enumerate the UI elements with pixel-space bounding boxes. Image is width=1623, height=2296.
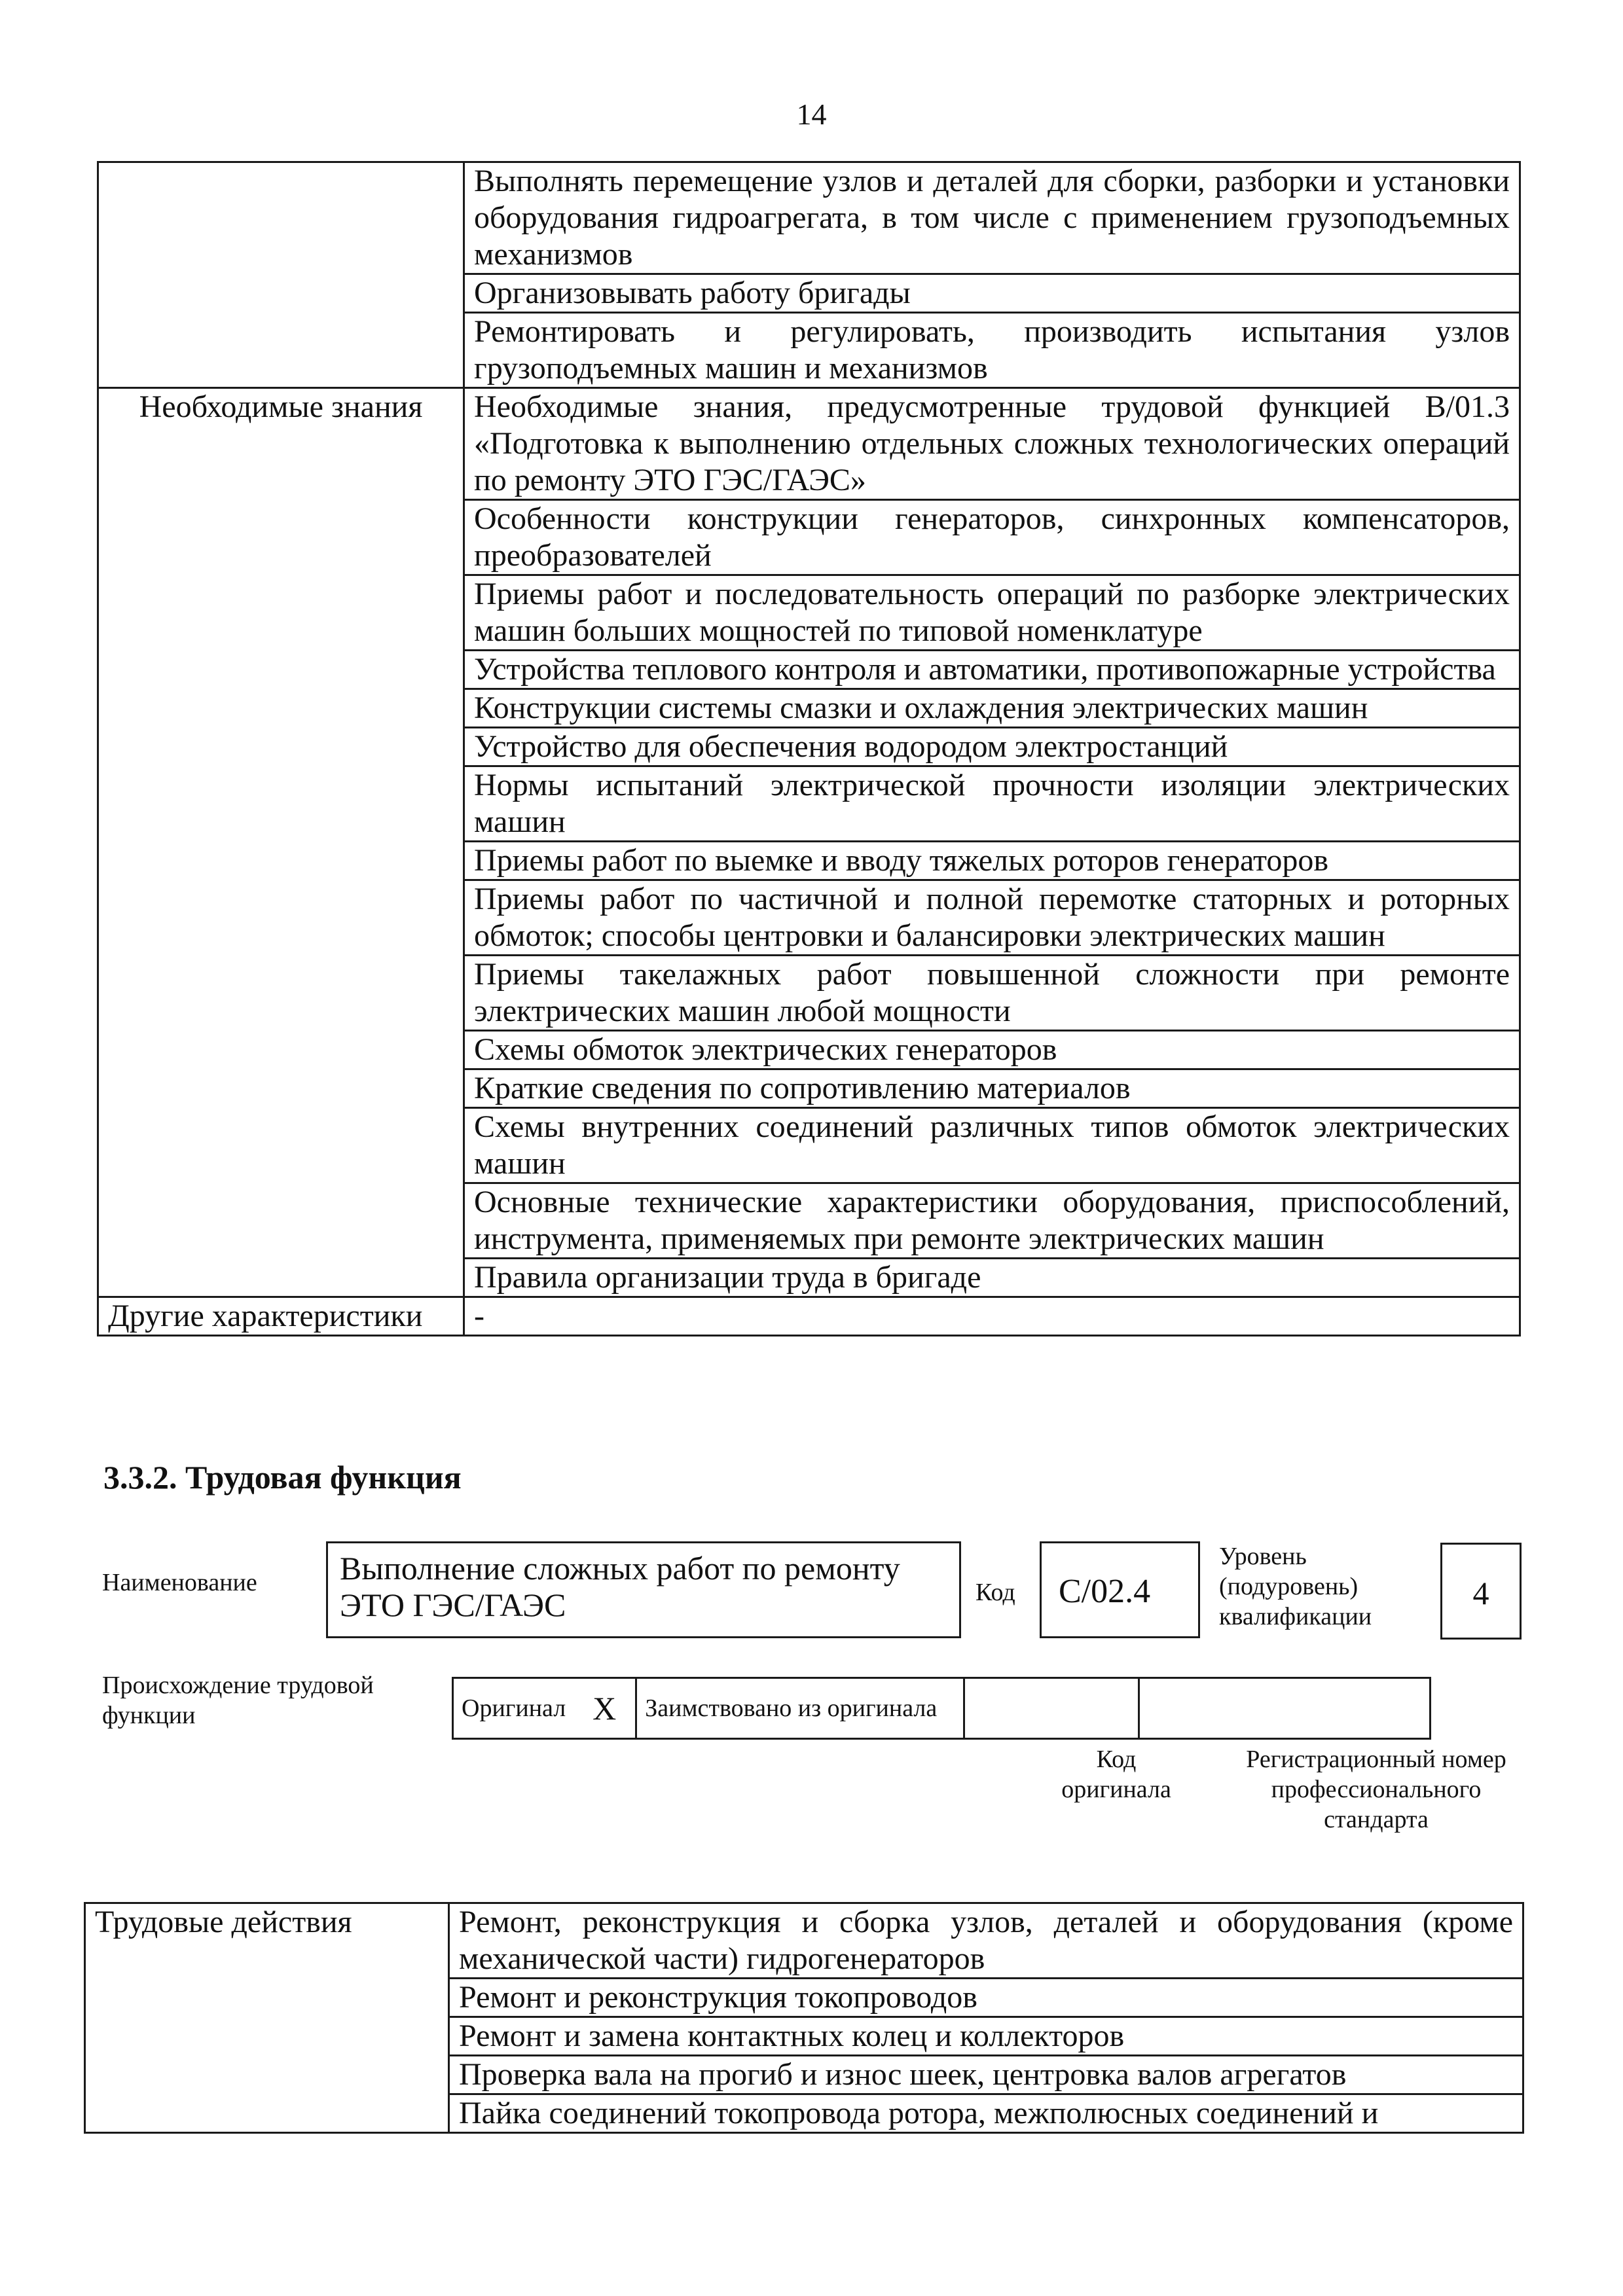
code-original-cell [964, 1678, 1139, 1739]
table-cell: Приемы работ и последовательность операций по разборке электрических машин больших мощностей по типовой номенклатуре [464, 575, 1520, 651]
table-cell: Конструкции системы смазки и охлаждения электрических машин [464, 689, 1520, 728]
table-cell: Нормы испытаний электрической прочности изоляции электрических машин [464, 766, 1520, 842]
table-cell: Правила организации труда в бригаде [464, 1259, 1520, 1297]
table-cell: Проверка вала на прогиб и износ шеек, центровка валов агрегатов [449, 2056, 1523, 2094]
table-cell: Основные технические характеристики оборудования, приспособлений, инструмента, применяемых при ремонте электрических машин [464, 1183, 1520, 1259]
table-cell: Устройство для обеспечения водородом электростанций [464, 728, 1520, 766]
row-label-other: Другие характеристики [98, 1297, 464, 1336]
name-value: Выполнение сложных работ по ремонту ЭТО ГЭС/ГАЭС [326, 1541, 961, 1638]
reg-number-caption: Регистрационный номер профессионального стандарта [1246, 1746, 1506, 1833]
table-cell: Краткие сведения по сопротивлению материалов [464, 1069, 1520, 1108]
code-original-caption: Код оригинала [1061, 1746, 1171, 1803]
table-cell: Устройства теплового контроля и автоматики, противопожарные устройства [464, 651, 1520, 689]
table-cell: Приемы такелажных работ повышенной сложности при ремонте электрических машин любой мощности [464, 956, 1520, 1031]
name-label: Наименование [102, 1569, 257, 1596]
origin-table [452, 1677, 1431, 1740]
table-cell-other: - [464, 1297, 1520, 1336]
table-cell: Схемы обмоток электрических генераторов [464, 1031, 1520, 1069]
table-cell: Необходимые знания, предусмотренные трудовой функцией B/01.3 «Подготовка к выполнению отдельных сложных технологических операций по ремонту ЭТО ГЭС/ГАЭС» [464, 388, 1520, 500]
table-cell: Выполнять перемещение узлов и деталей для сборки, разборки и установки оборудования гидроагрегата, в том числе с применением грузоподъемных механизмов [464, 162, 1520, 274]
original-mark: X [574, 1678, 636, 1739]
level-label: Уровень (подуровень) квалификации [1219, 1543, 1372, 1630]
table-cell: Пайка соединений токопровода ротора, межполюсных соединений и [449, 2094, 1523, 2133]
row-label-knowledge: Необходимые знания [98, 388, 464, 1297]
table-cell: Ремонт, реконструкция и сборка узлов, деталей и оборудования (кроме механической части) гидрогенераторов [449, 1903, 1523, 1979]
table-cell: Ремонтировать и регулировать, производить испытания узлов грузоподъемных машин и механизмов [464, 313, 1520, 388]
level-value: 4 [1440, 1543, 1522, 1640]
table-cell: Приемы работ по частичной и полной перемотке статорных и роторных обмоток; способы центровки и балансировки электрических машин [464, 880, 1520, 956]
row-label-empty [98, 162, 464, 388]
code-label: Код [976, 1579, 1015, 1606]
reg-number-cell [1139, 1678, 1431, 1739]
original-label: Оригинал [453, 1678, 574, 1739]
table-cell: Приемы работ по выемке и вводу тяжелых роторов генераторов [464, 842, 1520, 880]
page-number: 14 [796, 98, 827, 131]
table-cell: Схемы внутренних соединений различных типов обмоток электрических машин [464, 1108, 1520, 1183]
labor-actions-table [84, 1902, 1524, 2134]
table-cell: Особенности конструкции генераторов, синхронных компенсаторов, преобразователей [464, 500, 1520, 575]
row-label-actions: Трудовые действия [85, 1903, 449, 2133]
section-title: 3.3.2. Трудовая функция [103, 1459, 462, 1496]
table-cell: Ремонт и реконструкция токопроводов [449, 1979, 1523, 2017]
skills-knowledge-table [97, 161, 1521, 1336]
code-value: C/02.4 [1040, 1541, 1200, 1638]
table-cell: Организовывать работу бригады [464, 274, 1520, 313]
borrowed-label: Заимствовано из оригинала [636, 1678, 964, 1739]
origin-label: Происхождение трудовой функции [102, 1672, 374, 1729]
table-cell: Ремонт и замена контактных колец и коллекторов [449, 2017, 1523, 2056]
